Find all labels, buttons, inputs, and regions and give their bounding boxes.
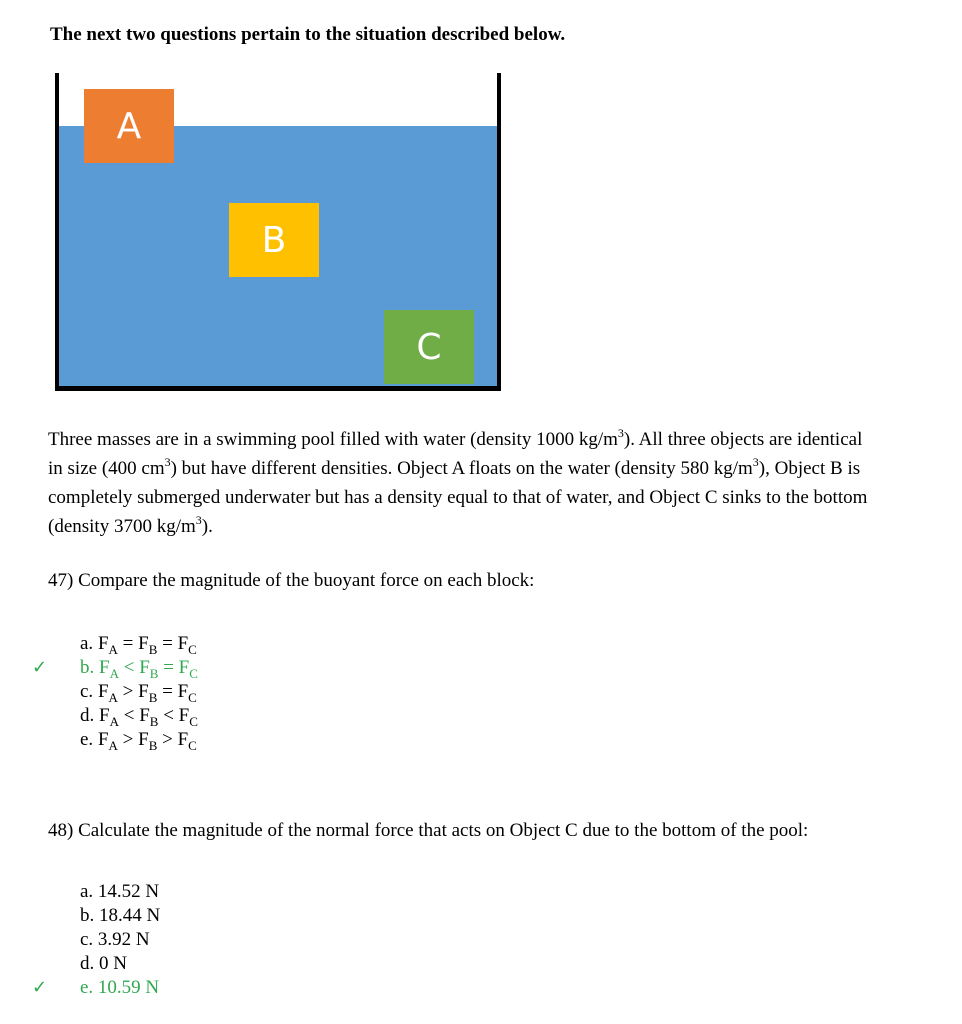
object-a-label: A (116, 105, 142, 147)
superscript: 3 (752, 454, 759, 469)
force-symbol: F (97, 633, 109, 654)
description-line: completely submerged underwater but has a density equal to that of water, and Object C sinks to the bottom (48, 487, 868, 508)
superscript: 3 (195, 512, 202, 527)
object-a-block (84, 89, 174, 163)
force-symbol: F (138, 729, 149, 750)
object-c-label: C (416, 326, 442, 368)
text-span: ). All three objects are identical (623, 429, 863, 450)
operator: = (162, 633, 173, 654)
choice-row (80, 704, 198, 728)
text-span: in size (400 cm (48, 458, 165, 479)
pool-right-wall (497, 73, 501, 391)
operator: > (122, 729, 134, 750)
question-47-choices (32, 632, 198, 753)
choice-row (80, 728, 198, 752)
force-symbol: F (139, 705, 150, 726)
object-c-block (384, 310, 474, 384)
force-symbol: F (178, 705, 190, 726)
choice-row: a. 14.52 N (80, 881, 160, 902)
subscript: C (188, 689, 197, 705)
description-line (48, 454, 962, 483)
force-symbol: F (177, 633, 189, 654)
subscript: B (148, 689, 158, 705)
force-symbol: F (138, 633, 149, 654)
subscript: B (149, 665, 159, 681)
choice-row (80, 632, 198, 656)
choice-row-correct (32, 656, 198, 681)
section-heading: The next two questions pertain to the situation described below. (50, 24, 566, 45)
subscript: A (108, 737, 118, 753)
checkmark-icon: ✓ (32, 977, 48, 998)
superscript: 3 (617, 425, 624, 440)
choice-text: e. 10.59 N (80, 977, 160, 998)
operator: < (123, 657, 135, 678)
pool-left-wall (55, 73, 59, 391)
choice-row: b. 18.44 N (80, 905, 161, 926)
question-48-prompt: 48) Calculate the magnitude of the normal force that acts on Object C due to the bottom of the pool: (48, 820, 809, 841)
subscript: C (188, 641, 197, 657)
subscript: C (189, 665, 198, 681)
choice-letter: e. (80, 729, 94, 750)
operator: = (163, 657, 174, 678)
force-symbol: F (97, 729, 109, 750)
force-symbol: F (97, 681, 109, 702)
force-symbol: F (177, 729, 189, 750)
text-span: ). (201, 516, 213, 537)
choice-row: d. 0 N (80, 953, 127, 974)
subscript: A (109, 665, 119, 681)
pool-floor (55, 386, 501, 391)
choice-letter: c. (80, 681, 94, 702)
force-symbol: F (138, 681, 149, 702)
problem-description (48, 425, 962, 541)
question-47-prompt: 47) Compare the magnitude of the buoyant force on each block: (48, 570, 535, 591)
subscript: B (148, 737, 158, 753)
description-line (48, 512, 962, 541)
operator: > (122, 681, 134, 702)
force-symbol: F (139, 657, 150, 678)
choice-letter: b. (80, 657, 95, 678)
subscript: B (148, 641, 158, 657)
text-span: Three masses are in a swimming pool filled with water (density 1000 kg/m (48, 429, 618, 450)
superscript: 3 (164, 454, 171, 469)
operator: < (163, 705, 174, 726)
subscript: A (108, 641, 118, 657)
subscript: A (108, 689, 118, 705)
description-line (48, 425, 962, 454)
text-span: ) but have different densities. Object A floats on the water (density 580 kg/m (170, 458, 753, 479)
text-span: ), Object B is (758, 458, 861, 479)
subscript: C (188, 737, 197, 753)
operator: = (122, 633, 134, 654)
force-symbol: F (99, 705, 110, 726)
question-48-choices (32, 880, 161, 1000)
force-symbol: F (177, 681, 189, 702)
choice-row: c. 3.92 N (80, 929, 150, 950)
choice-row (80, 680, 198, 704)
operator: > (162, 729, 173, 750)
choice-row-correct (32, 976, 160, 1000)
object-b-label: B (261, 219, 287, 261)
text-span: (density 3700 kg/m (48, 516, 196, 537)
force-symbol: F (99, 657, 110, 678)
choice-letter: d. (80, 705, 95, 726)
checkmark-icon: ✓ (32, 657, 48, 678)
force-symbol: F (178, 657, 190, 678)
operator: = (162, 681, 173, 702)
subscript: A (109, 713, 119, 729)
choice-letter: a. (80, 633, 94, 654)
operator: < (123, 705, 135, 726)
object-b-block (229, 203, 319, 277)
subscript: C (189, 713, 198, 729)
subscript: B (149, 713, 159, 729)
